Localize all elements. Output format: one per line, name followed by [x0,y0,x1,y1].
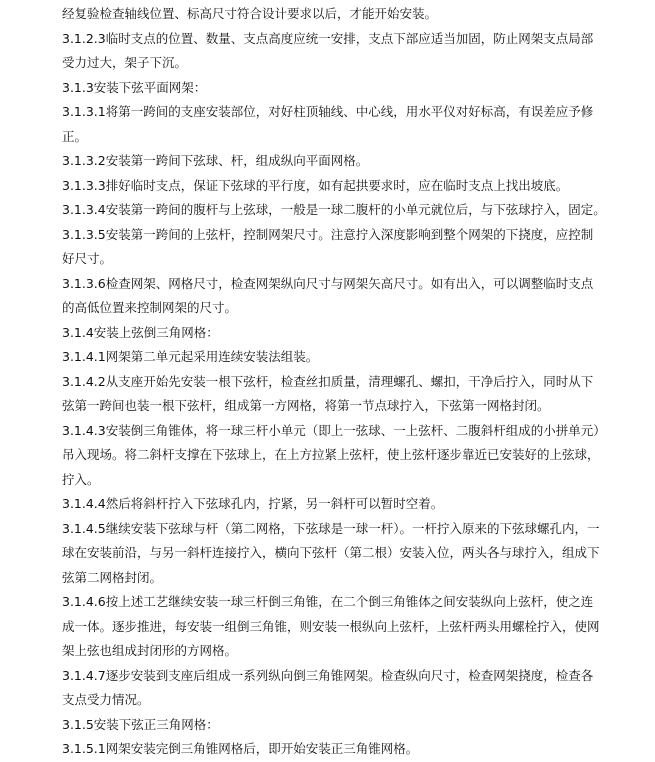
text-line: 3.1.3安装下弦平面网架： [62,79,207,95]
paragraph [62,27,622,76]
text-line: 架上弦也组成封闭形的方网格。 [62,643,238,658]
text-line: 3.1.3.1将第一跨间的支座安装部位，对好柱顶轴线、中心线，用水平仪对好标高，有误差应予修 [62,104,594,119]
text-line: 支点受力情况。 [62,692,150,707]
text-line: 3.1.4.2从支座开始先安装一根下弦杆，检查丝扣质量，清理螺孔、螺扣，干净后拧入，同时从下 [62,373,594,389]
text-line: 的高低位置来控制网架的尺寸。 [62,300,238,315]
text-line: 3.1.3.6检查网架、网格尺寸，检查网架纵向尺寸与网架矢高尺寸。如有出入，可以调整临时支点 [62,275,594,291]
text-line: 经复验检查轴线位置、标高尺寸符合设计要求以后，才能开始安装。 [62,6,438,21]
paragraph [62,100,622,149]
text-line: 3.1.3.3排好临时支点，保证下弦球的平行度，如有起拱要求时，应在临时支点上找出坡底。 [62,177,569,193]
paragraph [62,492,622,517]
paragraph [62,590,622,664]
paragraph [62,345,622,370]
paragraph [62,174,622,199]
text-line: 3.1.4.7逐步安装到支座后组成一系列纵向倒三角锥网架。检查纵向尺寸，检查网架挠度，检查各 [62,667,594,683]
section-heading [62,713,622,738]
text-line: 拧入。 [62,471,100,487]
text-line: 3.1.4.4然后将斜杆拧入下弦球孔内，拧紧，另一斜杆可以暂时空着。 [62,496,444,511]
text-line: 3.1.4.1网架第二单元起采用连续安装法组装。 [62,349,319,364]
section-heading [62,76,622,101]
text-line: 受力过大，架子下沉。 [62,55,188,70]
text-line: 弦第一跨间也装一根下弦杆，组成第一方网格，将第一节点球拧入，下弦第一网格封闭。 [62,398,550,413]
paragraph [62,149,622,174]
paragraph [62,2,622,27]
text-line: 吊入现场。将二斜杆支撑在下弦球上，在上方拉紧上弦杆，使上弦杆逐步靠近已安装好的上弦球， [62,447,600,462]
paragraph [62,517,622,591]
text-line: 3.1.5安装下弦正三角网格： [62,716,219,732]
document-body [62,0,622,762]
section-heading [62,321,622,346]
text-line: 3.1.3.2安装第一跨间下弦球、杆，组成纵向平面网格。 [62,153,369,168]
paragraph [62,198,622,223]
text-line: 3.1.4.5继续安装下弦球与杆（第二网格，下弦球是一球一杆）。一杆拧入原来的下弦球螺孔内，一 [62,520,600,536]
paragraph [62,272,622,321]
paragraph [62,370,622,419]
text-line: 成一体。逐步推进，每安装一组倒三角锥，则安装一根纵向上弦杆，上弦杆两头用螺栓拧入，使网 [62,618,600,634]
text-line: 3.1.2.3临时支点的位置、数量、支点高度应统一安排，支点下部应适当加固，防止网架支点局部 [62,30,594,46]
text-line: 3.1.3.4安装第一跨间的腹杆与上弦球，一般是一球二腹杆的小单元就位后，与下弦球拧入，固定。 [62,202,606,217]
text-line: 3.1.4.6按上述工艺继续安装一球三杆倒三角锥，在二个倒三角锥体之间安装纵向上弦杆，使之连 [62,594,594,609]
text-line: 好尺寸。 [62,251,113,266]
text-line: 3.1.4安装上弦倒三角网格： [62,324,219,340]
text-line: 正。 [62,128,88,144]
text-line: 3.1.5.1网架安装完倒三角锥网格后，即开始安装正三角锥网格。 [62,741,419,756]
text-line: 球在安装前沿，与另一斜杆连接拧入，横向下弦杆（第二根）安装入位，两头各与球拧入，组成下 [62,545,600,560]
paragraph [62,419,622,493]
paragraph [62,664,622,713]
text-line: 3.1.4.3安装倒三角锥体，将一球三杆小单元（即上一弦球、一上弦杆、二腹斜杆组成的小拼单元） [62,422,606,438]
paragraph [62,223,622,272]
text-line: 弦第二网格封闭。 [62,569,163,585]
text-line: 3.1.3.5安装第一跨间的上弦杆，控制网架尺寸。注意拧入深度影响到整个网架的下挠度，应控制 [62,226,594,242]
